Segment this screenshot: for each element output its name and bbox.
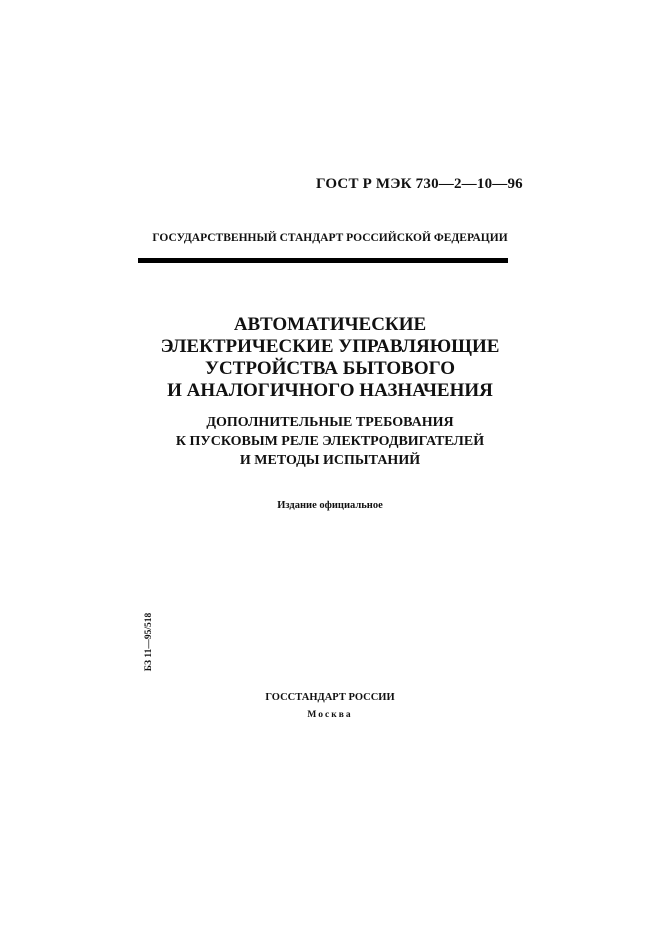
title-line: АВТОМАТИЧЕСКИЕ xyxy=(233,314,427,335)
publisher-city: Москва xyxy=(307,710,353,720)
edition-label: Издание официальное xyxy=(277,500,383,511)
subtitle-line: ДОПОЛНИТЕЛЬНЫЕ ТРЕБОВАНИЯ xyxy=(206,415,454,430)
document-subtitle xyxy=(80,413,580,470)
document-title xyxy=(80,314,580,402)
subtitle-line: И МЕТОДЫ ИСПЫТАНИЙ xyxy=(239,453,421,468)
title-line: УСТРОЙСТВА БЫТОВОГО xyxy=(205,358,455,379)
side-code: БЗ 11—95/518 xyxy=(144,612,154,672)
standard-number: ГОСТ Р МЭК 730—2—10—96 xyxy=(316,176,523,192)
document-header: ГОСУДАРСТВЕННЫЙ СТАНДАРТ РОССИЙСКОЙ ФЕДЕРАЦИИ xyxy=(152,232,508,244)
title-line: ЭЛЕКТРИЧЕСКИЕ УПРАВЛЯЮЩИЕ xyxy=(160,336,500,357)
subtitle-line: К ПУСКОВЫМ РЕЛЕ ЭЛЕКТРОДВИГАТЕЛЕЙ xyxy=(175,434,485,449)
publisher: ГОССТАНДАРТ РОССИИ xyxy=(265,692,395,703)
title-line: И АНАЛОГИЧНОГО НАЗНАЧЕНИЯ xyxy=(167,380,493,401)
header-rule xyxy=(138,258,508,263)
